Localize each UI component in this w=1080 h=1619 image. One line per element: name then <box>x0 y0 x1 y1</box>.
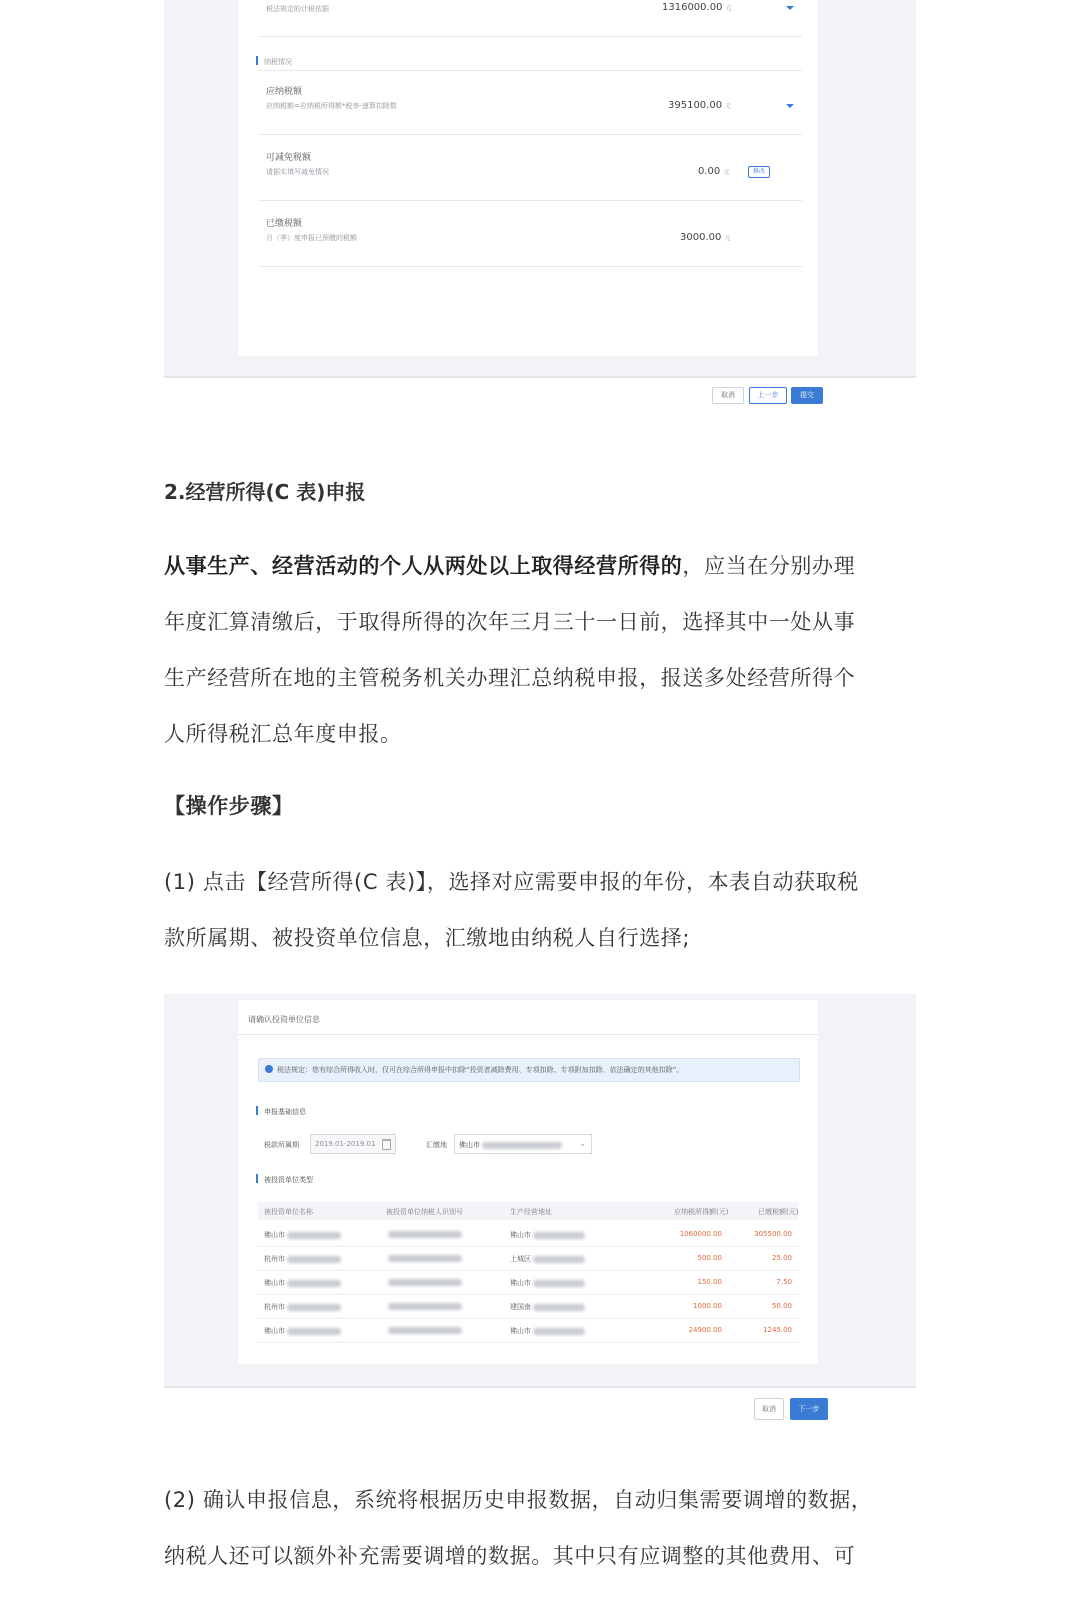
address-cell: 建国南 <box>510 1302 585 1312</box>
place-label: 汇缴地 <box>426 1141 447 1149</box>
paid-tax-cell: 305500.00 <box>754 1230 792 1238</box>
table-row <box>258 1222 798 1247</box>
period-input[interactable]: 2019.01-2019.01 <box>310 1134 396 1154</box>
unit-name-cell: 杭州市 <box>264 1254 341 1264</box>
table-row <box>258 1318 798 1343</box>
section-heading: 2.经营所得(C 表)申报 <box>164 480 366 504</box>
divider <box>238 1034 818 1035</box>
income-cell: 500.00 <box>697 1254 722 1262</box>
tax-basis-value: 1316000.00 元 <box>662 2 732 13</box>
card-title: 请确认投资单位信息 <box>248 1015 320 1024</box>
table-header: 被投资单位名称 被投资单位纳税人识别号 生产经营地址 应纳税所得额(元) 已缴税额(元) <box>258 1202 798 1220</box>
address-cell: 上城区 <box>510 1254 585 1264</box>
table-row <box>258 1270 798 1295</box>
table-row <box>258 1246 798 1271</box>
payable-tax-label: 应纳税额 <box>266 87 303 97</box>
tax-relief-label: 可减免税额 <box>266 153 312 163</box>
payable-tax-value: 395100.00 元 <box>668 100 732 111</box>
next-step-button[interactable]: 下一步 <box>790 1398 828 1420</box>
taxpayer-id-cell <box>386 1326 462 1334</box>
section-marker <box>256 1174 258 1183</box>
invest-section-title: 被投资单位类型 <box>264 1176 313 1184</box>
period-label: 税款所属期 <box>264 1141 299 1149</box>
tax-relief-value: 0.00 元 <box>698 166 730 177</box>
address-cell: 佛山市 <box>510 1278 585 1288</box>
table-row <box>258 1294 798 1319</box>
paragraph-1: 从事生产、经营活动的个人从两处以上取得经营所得的，应当在分别办理 年度汇算清缴后，于取得所得的次年三月三十一日前，选择其中一处从事 生产经营所在地的主管税务机关办理汇总纳税申报，报送多处经营所得个 人所得税汇总年度申报。 <box>164 554 856 746</box>
section-marker <box>256 56 258 65</box>
submit-button[interactable]: 提交 <box>791 387 823 404</box>
paid-tax-hint: 月（季）度申报已预缴的税额 <box>266 234 357 242</box>
tax-basis-label: 税法规定的计税依据 <box>266 5 329 13</box>
divider <box>258 200 802 201</box>
calendar-icon <box>382 1139 391 1150</box>
screenshot-tax-summary <box>164 0 916 412</box>
paid-tax-cell: 1245.00 <box>763 1326 792 1334</box>
section-title: 纳税情况 <box>264 58 292 66</box>
footer-bar <box>164 376 916 414</box>
taxpayer-id-cell <box>386 1302 462 1310</box>
address-cell: 佛山市 <box>510 1230 585 1240</box>
prev-step-button[interactable]: 上一步 <box>749 387 787 404</box>
cancel-button[interactable]: 取消 <box>712 387 744 404</box>
invest-card <box>238 1000 818 1364</box>
income-cell: 24900.00 <box>688 1326 722 1334</box>
taxpayer-id-cell <box>386 1278 462 1286</box>
chevron-down-icon: ⌄ <box>579 1139 586 1148</box>
step-2-text: (2) 确认申报信息，系统将根据历史申报数据，自动归集需要调增的数据， 纳税人还可以额外补充需要调增的数据。其中只有应调整的其他费用、可 <box>164 1488 873 1568</box>
screenshot-invest-unit <box>164 994 916 1438</box>
unit-name-cell: 佛山市 <box>264 1230 341 1240</box>
unit-name-cell: 佛山市 <box>264 1278 341 1288</box>
footer-bar <box>164 1386 916 1440</box>
chevron-down-icon[interactable] <box>786 104 794 108</box>
income-cell: 1000.00 <box>693 1302 722 1310</box>
unit-name-cell: 杭州市 <box>264 1302 341 1312</box>
steps-heading: 【操作步骤】 <box>164 794 294 818</box>
paragraph-1-bold: 从事生产、经营活动的个人从两处以上取得经营所得的 <box>164 554 683 578</box>
divider <box>258 36 802 37</box>
notice-banner <box>258 1058 800 1082</box>
payable-tax-hint: 应纳税额=应纳税所得额*税率-速算扣除数 <box>266 102 397 110</box>
unit-name-cell: 佛山市 <box>264 1326 341 1336</box>
basic-section-title: 申报基础信息 <box>264 1108 306 1116</box>
paid-tax-cell: 50.00 <box>771 1302 792 1310</box>
cancel-button[interactable]: 取消 <box>754 1398 784 1420</box>
paid-tax-label: 已缴税额 <box>266 219 303 229</box>
tax-relief-hint: 请据实填写减免情况 <box>266 168 329 176</box>
income-cell: 1060000.00 <box>679 1230 722 1238</box>
divider <box>258 134 802 135</box>
taxpayer-id-cell <box>386 1230 462 1238</box>
chevron-down-icon[interactable] <box>786 6 794 10</box>
divider <box>258 266 802 267</box>
place-select[interactable]: 佛山市 ⌄ <box>454 1134 592 1154</box>
section-marker <box>256 1106 258 1115</box>
income-cell: 150.00 <box>697 1278 722 1286</box>
divider <box>258 70 802 71</box>
edit-relief-button[interactable]: 修改 <box>748 166 770 178</box>
taxpayer-id-cell <box>386 1254 462 1262</box>
step-1-text: (1) 点击【经营所得(C 表)】，选择对应需要申报的年份，本表自动获取税 款所属期、被投资单位信息，汇缴地由纳税人自行选择; <box>164 870 859 950</box>
paid-tax-value: 3000.00 元 <box>680 232 731 243</box>
address-cell: 佛山市 <box>510 1326 585 1336</box>
tax-card <box>238 0 818 356</box>
info-icon <box>265 1065 273 1073</box>
paid-tax-cell: 25.00 <box>771 1254 792 1262</box>
paid-tax-cell: 7.50 <box>776 1278 792 1286</box>
notice-text: 税法规定：您有综合所得收入时，仅可在综合所得申报中扣除“投资者减除费用、专项扣除、专项附加扣除、依法确定的其他扣除”。 <box>277 1066 684 1074</box>
